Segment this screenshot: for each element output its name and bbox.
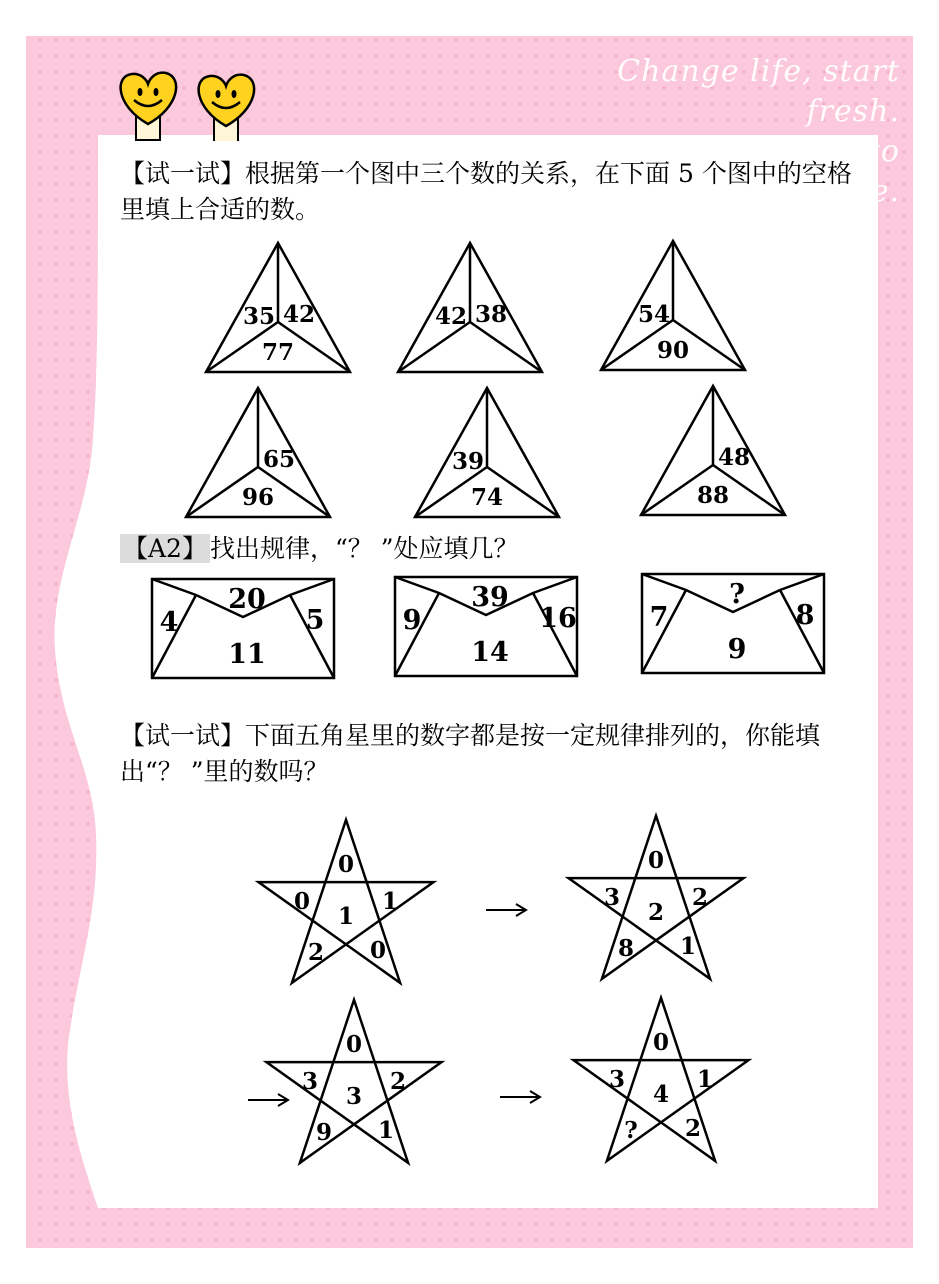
- star-figure: [250, 812, 442, 996]
- envelope-bottom-value: 9: [727, 634, 747, 665]
- star-figure: [258, 992, 450, 1176]
- question-1-tag: 【试一试】: [120, 159, 246, 188]
- triangle-right-value: 65: [262, 446, 296, 473]
- question-2-text: [120, 531, 518, 567]
- star-center-value: 2: [647, 899, 665, 926]
- question-1-body: 根据第一个图中三个数的关系，在下面 5 个图中的空格里填上合适的数。: [120, 159, 852, 225]
- star-top-value: 0: [345, 1031, 363, 1058]
- star-figure: [565, 990, 757, 1174]
- star-left-value: 3: [301, 1068, 319, 1095]
- question-3-text: [120, 718, 865, 791]
- star-outline: [569, 816, 744, 979]
- arrow-right-icon: [484, 900, 532, 920]
- triangle-bottom-value: 88: [696, 482, 730, 509]
- envelope-top-value: ?: [729, 579, 745, 610]
- triangle-bottom-value: 77: [261, 339, 295, 366]
- star-outline: [574, 998, 749, 1161]
- slogan-line-1: Change life, start fresh.: [617, 54, 900, 129]
- triangle-left-value: 54: [637, 301, 671, 328]
- envelope-left-value: 4: [159, 607, 179, 638]
- star-center-value: 3: [345, 1083, 363, 1110]
- star-right-value: 2: [389, 1068, 407, 1095]
- triangle-bottom-value: 74: [470, 484, 504, 511]
- star-figure: [560, 808, 752, 992]
- star-top-value: 0: [647, 847, 665, 874]
- triangle-figure: [395, 240, 545, 376]
- triangle-right-value: 48: [717, 444, 751, 471]
- envelope-left-value: 9: [402, 605, 422, 636]
- star-center-value: 4: [652, 1081, 670, 1108]
- envelope-top-value: 20: [228, 584, 266, 615]
- triangle-right-value: 42: [282, 301, 316, 328]
- heart-right-icon: [199, 75, 254, 141]
- envelope-figure: [393, 573, 581, 679]
- question-2-body: 找出规律，“？ ”处应填几？: [209, 534, 519, 563]
- star-bottom-left-value: 9: [315, 1119, 333, 1146]
- triangle-figure: [412, 385, 562, 521]
- envelope-right-value: 16: [539, 603, 577, 634]
- star-bottom-left-value: 2: [307, 939, 325, 966]
- star-left-value: 0: [293, 888, 311, 915]
- triangle-left-value: 42: [434, 303, 468, 330]
- question-1-text: [120, 156, 865, 229]
- arrow-right-icon: [246, 1090, 294, 1110]
- arrow-right-icon: [498, 1087, 546, 1107]
- envelope-bottom-value: 11: [228, 639, 266, 670]
- question-2-tag: 【A2】: [120, 534, 210, 563]
- triangle-bottom-value: 90: [656, 337, 690, 364]
- envelope-figure: [150, 575, 338, 681]
- envelope-right-value: 8: [795, 600, 815, 631]
- triangle-bottom-value: 96: [241, 484, 275, 511]
- star-outline: [259, 820, 434, 983]
- star-right-value: 2: [691, 884, 709, 911]
- star-right-value: 1: [381, 888, 399, 915]
- triangle-figure: [203, 240, 353, 376]
- star-center-value: 1: [337, 903, 355, 930]
- star-outline: [267, 1000, 442, 1163]
- star-bottom-right-value: 1: [679, 933, 697, 960]
- triangle-left-value: 35: [242, 303, 276, 330]
- star-bottom-left-value: 8: [617, 935, 635, 962]
- star-bottom-right-value: 1: [377, 1117, 395, 1144]
- question-3-tag: 【试一试】: [120, 721, 246, 750]
- envelope-right-value: 5: [305, 605, 325, 636]
- star-left-value: 3: [603, 884, 621, 911]
- envelope-left-value: 7: [649, 602, 669, 633]
- star-bottom-right-value: 2: [684, 1115, 702, 1142]
- star-top-value: 0: [652, 1029, 670, 1056]
- star-top-value: 0: [337, 851, 355, 878]
- triangle-right-value: 38: [474, 301, 508, 328]
- triangle-left-value: 39: [451, 448, 485, 475]
- triangle-figure: [598, 238, 748, 374]
- star-bottom-left-value: ?: [624, 1117, 638, 1144]
- envelope-bottom-value: 14: [471, 637, 509, 668]
- heart-mascots: [112, 66, 272, 141]
- star-right-value: 1: [696, 1066, 714, 1093]
- envelope-figure: [640, 570, 828, 676]
- star-bottom-right-value: 0: [369, 937, 387, 964]
- triangle-figure: [638, 383, 788, 519]
- question-3-body: 下面五角星里的数字都是按一定规律排列的，你能填出“？ ”里的数吗？: [120, 721, 821, 787]
- slogan-line-2: The best is yet to come.: [620, 134, 900, 209]
- star-left-value: 3: [608, 1066, 626, 1093]
- triangle-figure: [183, 385, 333, 521]
- heart-left-icon: [121, 73, 176, 140]
- envelope-top-value: 39: [471, 582, 509, 613]
- triangle-divider: [470, 322, 542, 372]
